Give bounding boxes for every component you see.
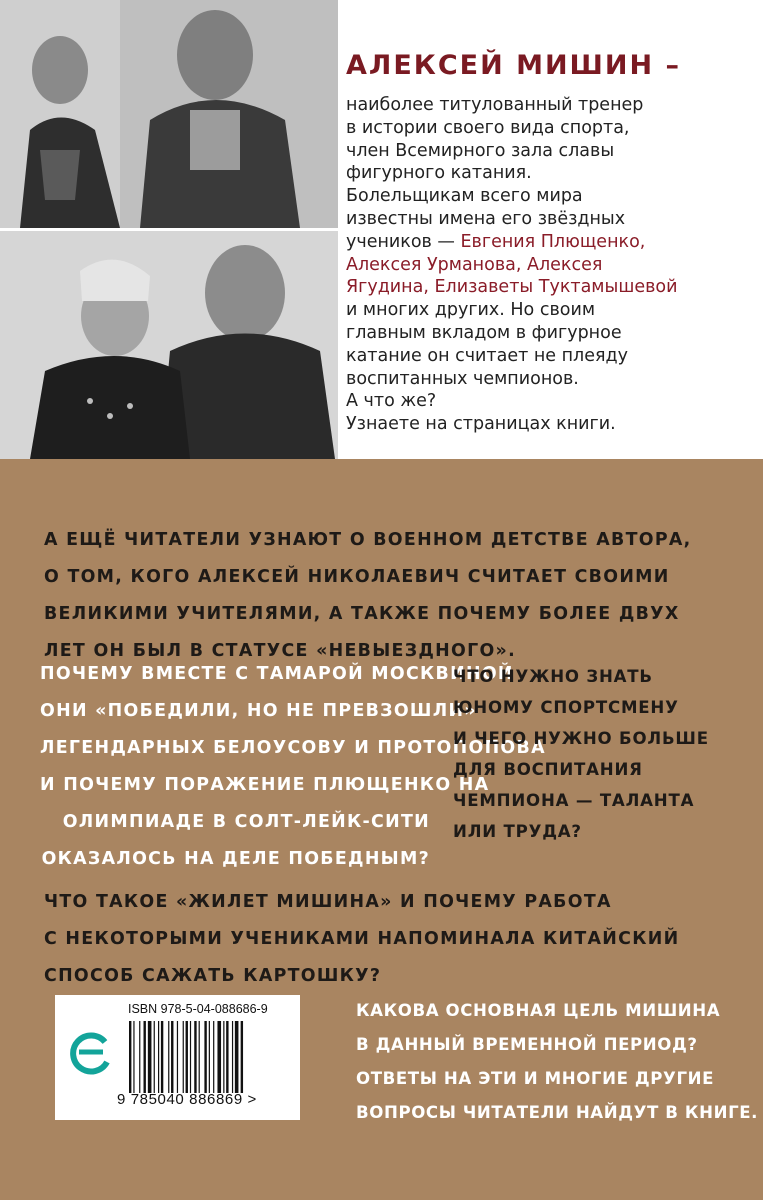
barcode-block: [55, 995, 300, 1120]
bio-text-segment: катание он считает не плеяду: [346, 345, 628, 366]
barcode-bar: [232, 1021, 233, 1093]
blurb-line: ЛЕТ ОН БЫЛ В СТАТУСЕ «НЕВЫЕЗДНОГО».: [44, 641, 516, 661]
student-name-highlight: Алексея Урманова, Алексея: [346, 254, 603, 275]
barcode-bar: [158, 1021, 159, 1093]
blurb-main-goal-question: [356, 994, 759, 1130]
blurb-line: ИЛИ ТРУДА?: [453, 822, 582, 841]
blurb-line: ОТВЕТЫ НА ЭТИ И МНОГИЕ ДРУГИЕ: [356, 1069, 715, 1088]
bio-text-segment: в истории своего вида спорта,: [346, 117, 630, 138]
bio-line: [346, 117, 751, 140]
bio-text-segment: воспитанных чемпионов.: [346, 368, 579, 389]
barcode-bar: [223, 1021, 224, 1093]
bio-text-segment: А что же?: [346, 391, 437, 412]
blurb-line: ВОПРОСЫ ЧИТАТЕЛИ НАЙДУТ В КНИГЕ.: [356, 1103, 759, 1122]
blurb-line: ОКАЗАЛОСЬ НА ДЕЛЕ ПОБЕДНЫМ?: [41, 849, 430, 869]
barcode-bar: [235, 1021, 239, 1093]
top-section: [0, 0, 763, 459]
bio-line: [346, 299, 751, 322]
bio-text-segment: известны имена его звёздных: [346, 208, 626, 229]
bio-line: [346, 345, 751, 368]
blurb-line: В ДАННЫЙ ВРЕМЕННОЙ ПЕРИОД?: [356, 1035, 698, 1054]
bio-line: [346, 94, 751, 117]
isbn-text: ISBN 978-5-04-088686-9: [128, 1002, 268, 1016]
bio-text-segment: главным вкладом в фигурное: [346, 322, 622, 343]
author-bio-text: [346, 94, 751, 436]
barcode-bar: [168, 1021, 169, 1093]
blurb-line: ЛЕГЕНДАРНЫХ БЕЛОУСОВУ И ПРОТОПОПОВА: [40, 738, 546, 758]
blurb-line: ОНИ «ПОБЕДИЛИ, НО НЕ ПРЕВЗОШЛИ»: [40, 701, 477, 721]
bio-line: [346, 390, 751, 413]
bio-line: [346, 162, 751, 185]
barcode-bar: [154, 1021, 155, 1093]
blurb-line: И ПОЧЕМУ ПОРАЖЕНИЕ ПЛЮЩЕНКО НА: [40, 775, 490, 795]
bio-line: [346, 208, 751, 231]
blurb-line: А ЕЩЁ ЧИТАТЕЛИ УЗНАЮТ О ВОЕННОМ ДЕТСТВЕ АВТОРА,: [44, 530, 692, 550]
barcode-bar: [129, 1021, 131, 1093]
barcode-bar: [133, 1021, 134, 1093]
bio-text-segment: фигурного катания.: [346, 163, 532, 184]
photo-coach-with-skater-man: [0, 231, 338, 459]
author-name-title: АЛЕКСЕЙ МИШИН –: [346, 50, 682, 81]
bio-text-segment: Болельщикам всего мира: [346, 186, 583, 207]
bio-line: [346, 231, 751, 254]
barcode-number: 9 785040 886869 >: [117, 1091, 257, 1108]
student-name-highlight: Евгения Плющенко,: [460, 231, 646, 252]
barcode-bar: [204, 1021, 206, 1093]
barcode-bar: [241, 1021, 243, 1093]
barcode-bar: [161, 1021, 163, 1093]
photo-coach-with-skater-woman: [0, 0, 338, 228]
barcode-bar: [199, 1021, 200, 1093]
barcode-bar: [139, 1021, 140, 1093]
blurb-talent-question: [453, 661, 753, 847]
barcode-bar: [217, 1021, 221, 1093]
barcode-bar: [148, 1021, 152, 1093]
bio-line: [346, 254, 751, 277]
bio-text-segment: Узнаете на страницах книги.: [346, 414, 616, 435]
bio-text-segment: учеников —: [346, 231, 461, 252]
barcode-bars: [127, 1021, 287, 1093]
publisher-logo-icon: [69, 1028, 111, 1076]
barcode-bar: [186, 1021, 188, 1093]
barcode-bar: [183, 1021, 184, 1093]
blurb-line: ЧТО НУЖНО ЗНАТЬ: [453, 667, 653, 686]
barcode-bar: [190, 1021, 191, 1093]
blurb-line: ПОЧЕМУ ВМЕСТЕ С ТАМАРОЙ МОСКВИНОЙ: [40, 664, 514, 684]
bio-line: [346, 413, 751, 436]
barcode-bar: [171, 1021, 173, 1093]
blurb-line: СПОСОБ САЖАТЬ КАРТОШКУ?: [44, 966, 382, 986]
bio-line: [346, 322, 751, 345]
blurb-childhood: [44, 522, 724, 670]
barcode-bar: [177, 1021, 178, 1093]
blurb-vest-question: [44, 884, 724, 995]
blurb-line: И ЧЕГО НУЖНО БОЛЬШЕ: [453, 729, 709, 748]
bio-text-segment: наиболее титулованный тренер: [346, 95, 644, 115]
blurb-line: ОЛИМПИАДЕ В СОЛТ-ЛЕЙК-СИТИ: [62, 812, 430, 832]
barcode-bar: [194, 1021, 196, 1093]
blurb-line: ДЛЯ ВОСПИТАНИЯ: [453, 760, 643, 779]
barcode-bar: [226, 1021, 228, 1093]
barcode-bar: [209, 1021, 210, 1093]
bio-line: [346, 185, 751, 208]
student-name-highlight: Ягудина, Елизаветы Туктамышевой: [346, 277, 678, 298]
blurb-line: ЧЕМПИОНА — ТАЛАНТА: [453, 791, 695, 810]
blurb-line: ЮНОМУ СПОРТСМЕНУ: [453, 698, 679, 717]
blurb-line: ЧТО ТАКОЕ «ЖИЛЕТ МИШИНА» И ПОЧЕМУ РАБОТА: [44, 892, 612, 912]
bio-text-segment: и многих других. Но своим: [346, 300, 596, 321]
bio-line: [346, 276, 751, 299]
barcode-bar: [144, 1021, 146, 1093]
bio-line: [346, 368, 751, 391]
blurb-line: С НЕКОТОРЫМИ УЧЕНИКАМИ НАПОМИНАЛА КИТАЙСКИЙ: [44, 929, 680, 949]
blurb-line: ВЕЛИКИМИ УЧИТЕЛЯМИ, А ТАКЖЕ ПОЧЕМУ БОЛЕЕ ДВУХ: [44, 604, 680, 624]
bio-line: [346, 140, 751, 163]
blurb-line: КАКОВА ОСНОВНАЯ ЦЕЛЬ МИШИНА: [356, 1001, 721, 1020]
bio-text-segment: член Всемирного зала славы: [346, 140, 615, 161]
barcode-bar: [213, 1021, 214, 1093]
blurb-line: О ТОМ, КОГО АЛЕКСЕЙ НИКОЛАЕВИЧ СЧИТАЕТ СВОИМИ: [44, 567, 670, 587]
